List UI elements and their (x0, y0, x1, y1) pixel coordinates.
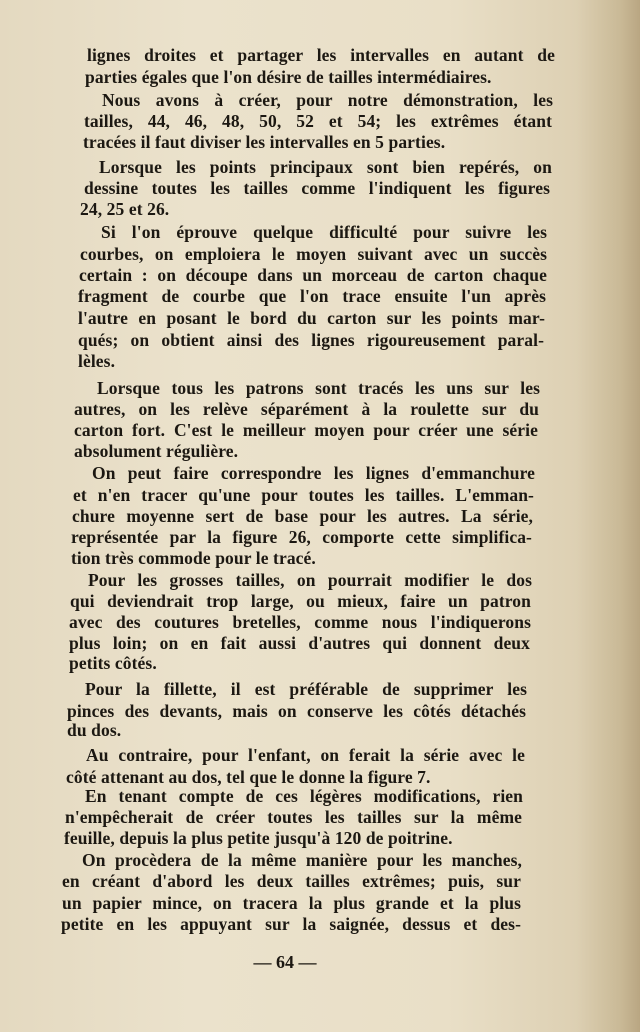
text-line: en créant d'abord les deux tailles extrêmes; puis, sur (62, 871, 521, 891)
text-line: lèles. (78, 351, 116, 371)
text-line: absolument régulière. (74, 441, 239, 461)
text-line: parties égales que l'on désire de tailles intermédiaires. (85, 67, 492, 87)
text-line: qui deviendrait trop large, ou mieux, faire un patron (70, 591, 531, 611)
text-line: plus loin; on en fait aussi d'autres qui donnent deux (69, 633, 530, 653)
text-line: l'autre en posant le bord du carton sur les points mar- (78, 308, 545, 328)
text-line: pinces des devants, mais on conserve les côtés détachés (67, 701, 526, 721)
text-line: carton fort. C'est le meilleur moyen pour créer une série (74, 420, 538, 440)
text-line: qués; on obtient ainsi des lignes rigoureusement paral- (78, 330, 544, 350)
text-line: On procèdera de la même manière pour les manches, (82, 850, 522, 870)
text-line: Lorsque les points principaux sont bien repérés, on (99, 157, 552, 177)
text-line: tailles, 44, 46, 48, 50, 52 et 54; les extrêmes étant (84, 111, 552, 131)
text-line: tion très commode pour le tracé. (71, 548, 316, 568)
text-line: courbes, on emploiera le moyen suivant avec un succès (80, 244, 547, 264)
text-line: Pour les grosses tailles, on pourrait modifier le dos (88, 570, 532, 590)
text-line: lignes droites et partager les intervalles en autant de (87, 45, 555, 65)
text-line: tracées il faut diviser les intervalles en 5 parties. (83, 132, 446, 152)
text-line: du dos. (67, 720, 122, 740)
page-number: — 64 — (253, 952, 317, 972)
text-line: On peut faire correspondre les lignes d'emmanchure (92, 463, 535, 483)
text-line: En tenant compte de ces légères modifications, rien (85, 786, 523, 806)
text-line: dessine toutes les tailles comme l'indiquent les figures (84, 178, 550, 198)
text-line: représentée par la figure 26, comporte cette simplifica- (71, 527, 532, 547)
text-line: Lorsque tous les patrons sont tracés les uns sur les (97, 378, 540, 398)
text-line: un papier mince, on tracera la plus grande et la plus (62, 893, 521, 913)
text-line: côté attenant au dos, tel que le donne la figure 7. (66, 767, 431, 787)
text-line: feuille, depuis la plus petite jusqu'à 120 de poitrine. (64, 828, 453, 848)
text-line: Au contraire, pour l'enfant, on ferait la série avec le (86, 745, 525, 765)
text-line: Nous avons à créer, pour notre démonstration, les (102, 90, 553, 110)
text-line: n'empêcherait de créer toutes les tailles sur la même (65, 807, 522, 827)
text-line: petite en les appuyant sur la saignée, dessus et des- (61, 914, 521, 934)
text-line: et n'en tracer qu'une pour toutes les tailles. L'emman- (73, 485, 534, 505)
text-line: chure moyenne sert de base pour les autres. La série, (72, 506, 533, 526)
text-line: Si l'on éprouve quelque difficulté pour suivre les (101, 222, 547, 242)
text-line: avec des coutures bretelles, comme nous l'indiquerons (69, 612, 531, 632)
text-line: petits côtés. (69, 653, 157, 673)
text-line: Pour la fillette, il est préférable de supprimer les (85, 679, 527, 699)
text-line: autres, on les relève séparément à la roulette sur du (74, 399, 539, 419)
text-line: fragment de courbe que l'on trace ensuite l'un après (78, 286, 546, 306)
text-line: certain : on découpe dans un morceau de carton chaque (79, 265, 547, 285)
text-line: 24, 25 et 26. (80, 199, 170, 219)
